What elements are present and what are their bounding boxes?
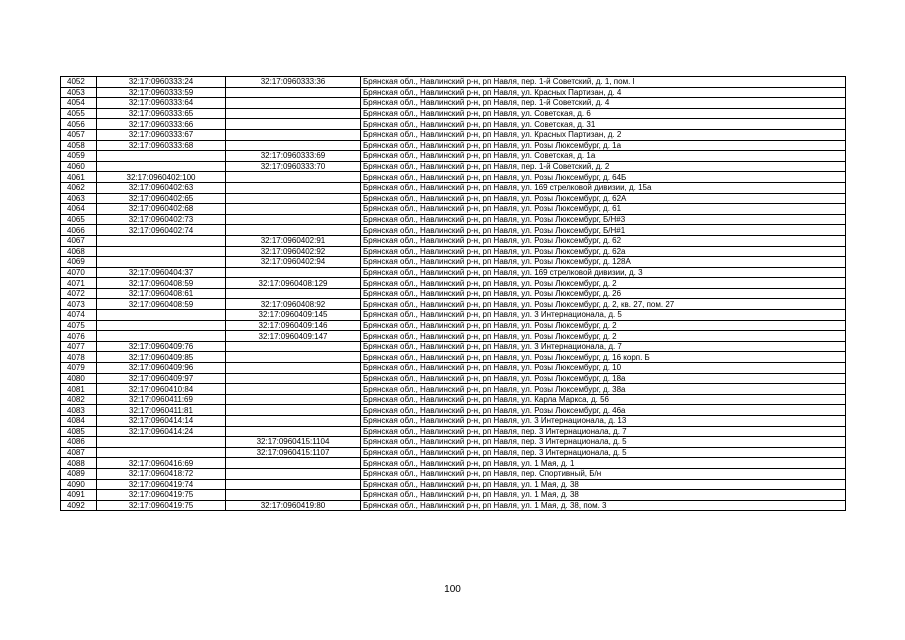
- cadastral-number-cell: 32:17:0960410:84: [97, 384, 226, 395]
- table-row: [61, 468, 846, 479]
- table-row: [61, 437, 846, 448]
- table-row: [61, 363, 846, 374]
- address-cell: Брянская обл., Навлинский р-н, рп Навля, ул. Розы Люксембург, д. 18а: [361, 373, 846, 384]
- cadastral-number-cell: 32:17:0960333:66: [97, 119, 226, 130]
- row-number-cell: 4090: [61, 479, 97, 490]
- table-row: [61, 278, 846, 289]
- cadastral-number-cell: 32:17:0960402:63: [97, 182, 226, 193]
- row-number-cell: 4088: [61, 458, 97, 469]
- table-row: [61, 172, 846, 183]
- row-number-cell: 4066: [61, 225, 97, 236]
- row-number-cell: 4060: [61, 161, 97, 172]
- related-cadastral-number-cell: [226, 416, 361, 427]
- address-cell: Брянская обл., Навлинский р-н, рп Навля, ул. Розы Люксембург, д. 16 корп. Б: [361, 352, 846, 363]
- table-row: [61, 267, 846, 278]
- row-number-cell: 4067: [61, 235, 97, 246]
- address-cell: Брянская обл., Навлинский р-н, рп Навля, ул. 3 Интернационала, д. 7: [361, 341, 846, 352]
- cadastral-number-cell: [97, 151, 226, 162]
- related-cadastral-number-cell: [226, 172, 361, 183]
- table-row: [61, 288, 846, 299]
- cadastral-number-cell: 32:17:0960419:75: [97, 500, 226, 511]
- related-cadastral-number-cell: [226, 129, 361, 140]
- row-number-cell: 4092: [61, 500, 97, 511]
- address-cell: Брянская обл., Навлинский р-н, рп Навля, ул. Розы Люксембург, д. 38а: [361, 384, 846, 395]
- table-row: [61, 458, 846, 469]
- table-row: [61, 373, 846, 384]
- row-number-cell: 4079: [61, 363, 97, 374]
- cadastral-number-cell: 32:17:0960419:75: [97, 490, 226, 501]
- related-cadastral-number-cell: 32:17:0960409:146: [226, 320, 361, 331]
- row-number-cell: 4054: [61, 98, 97, 109]
- row-number-cell: 4075: [61, 320, 97, 331]
- row-number-cell: 4055: [61, 108, 97, 119]
- row-number-cell: 4074: [61, 310, 97, 321]
- cadastral-number-cell: 32:17:0960333:24: [97, 77, 226, 88]
- address-cell: Брянская обл., Навлинский р-н, рп Навля, ул. 1 Мая, д. 38: [361, 490, 846, 501]
- table-row: [61, 119, 846, 130]
- related-cadastral-number-cell: 32:17:0960409:145: [226, 310, 361, 321]
- cadastral-number-cell: [97, 437, 226, 448]
- address-cell: Брянская обл., Навлинский р-н, рп Навля, пер. 1-й Советский, д. 4: [361, 98, 846, 109]
- cadastral-number-cell: 32:17:0960402:74: [97, 225, 226, 236]
- address-cell: Брянская обл., Навлинский р-н, рп Навля, ул. Карла Маркса, д. 56: [361, 394, 846, 405]
- row-number-cell: 4091: [61, 490, 97, 501]
- related-cadastral-number-cell: 32:17:0960408:92: [226, 299, 361, 310]
- cadastral-number-cell: 32:17:0960419:74: [97, 479, 226, 490]
- related-cadastral-number-cell: 32:17:0960333:69: [226, 151, 361, 162]
- related-cadastral-number-cell: 32:17:0960402:94: [226, 257, 361, 268]
- cadastral-number-cell: 32:17:0960409:97: [97, 373, 226, 384]
- row-number-cell: 4062: [61, 182, 97, 193]
- related-cadastral-number-cell: [226, 87, 361, 98]
- related-cadastral-number-cell: 32:17:0960415:1104: [226, 437, 361, 448]
- address-cell: Брянская обл., Навлинский р-н, рп Навля, ул. 169 стрелковой дивизии, д. 3: [361, 267, 846, 278]
- address-cell: Брянская обл., Навлинский р-н, рп Навля, ул. Розы Люксембург, д. 26: [361, 288, 846, 299]
- cadastral-number-cell: 32:17:0960416:69: [97, 458, 226, 469]
- table-row: [61, 490, 846, 501]
- cadastral-number-cell: 32:17:0960409:96: [97, 363, 226, 374]
- address-cell: Брянская обл., Навлинский р-н, рп Навля, ул. Розы Люксембург, д. 62: [361, 235, 846, 246]
- related-cadastral-number-cell: 32:17:0960419:80: [226, 500, 361, 511]
- table-row: [61, 479, 846, 490]
- row-number-cell: 4056: [61, 119, 97, 130]
- row-number-cell: 4064: [61, 204, 97, 215]
- cadastral-number-cell: 32:17:0960414:14: [97, 416, 226, 427]
- row-number-cell: 4078: [61, 352, 97, 363]
- address-cell: Брянская обл., Навлинский р-н, рп Навля, ул. Советская, д. 1а: [361, 151, 846, 162]
- table-row: [61, 98, 846, 109]
- related-cadastral-number-cell: 32:17:0960402:91: [226, 235, 361, 246]
- table-row: [61, 299, 846, 310]
- cadastral-number-cell: 32:17:0960408:59: [97, 278, 226, 289]
- property-table: [60, 76, 846, 511]
- table-row: [61, 331, 846, 342]
- row-number-cell: 4077: [61, 341, 97, 352]
- row-number-cell: 4065: [61, 214, 97, 225]
- cadastral-number-cell: 32:17:0960411:81: [97, 405, 226, 416]
- address-cell: Брянская обл., Навлинский р-н, рп Навля, ул. Розы Люксембург, Б/Н#3: [361, 214, 846, 225]
- row-number-cell: 4089: [61, 468, 97, 479]
- table-row: [61, 426, 846, 437]
- table-row: [61, 405, 846, 416]
- address-cell: Брянская обл., Навлинский р-н, рп Навля, пер. 3 Интернационала, д. 5: [361, 437, 846, 448]
- cadastral-number-cell: 32:17:0960402:65: [97, 193, 226, 204]
- cadastral-number-cell: [97, 257, 226, 268]
- related-cadastral-number-cell: [226, 384, 361, 395]
- address-cell: Брянская обл., Навлинский р-н, рп Навля, ул. 1 Мая, д. 38: [361, 479, 846, 490]
- cadastral-number-cell: 32:17:0960418:72: [97, 468, 226, 479]
- address-cell: Брянская обл., Навлинский р-н, рп Навля, ул. Розы Люксембург, д. 61: [361, 204, 846, 215]
- address-cell: Брянская обл., Навлинский р-н, рп Навля, ул. Розы Люксембург, д. 46а: [361, 405, 846, 416]
- cadastral-number-cell: 32:17:0960333:68: [97, 140, 226, 151]
- related-cadastral-number-cell: [226, 373, 361, 384]
- table-row: [61, 246, 846, 257]
- cadastral-number-cell: 32:17:0960408:61: [97, 288, 226, 299]
- row-number-cell: 4058: [61, 140, 97, 151]
- address-cell: Брянская обл., Навлинский р-н, рп Навля, ул. Розы Люксембург, д. 1а: [361, 140, 846, 151]
- related-cadastral-number-cell: [226, 405, 361, 416]
- row-number-cell: 4073: [61, 299, 97, 310]
- row-number-cell: 4057: [61, 129, 97, 140]
- property-table-body: [61, 77, 846, 511]
- address-cell: Брянская обл., Навлинский р-н, рп Навля, ул. Советская, д. 6: [361, 108, 846, 119]
- cadastral-number-cell: 32:17:0960333:65: [97, 108, 226, 119]
- table-row: [61, 214, 846, 225]
- cadastral-number-cell: [97, 320, 226, 331]
- table-row: [61, 384, 846, 395]
- address-cell: Брянская обл., Навлинский р-н, рп Навля, ул. 3 Интернационала, д. 13: [361, 416, 846, 427]
- related-cadastral-number-cell: [226, 108, 361, 119]
- address-cell: Брянская обл., Навлинский р-н, рп Навля, ул. Розы Люксембург, д. 128А: [361, 257, 846, 268]
- cadastral-number-cell: 32:17:0960402:100: [97, 172, 226, 183]
- address-cell: Брянская обл., Навлинский р-н, рп Навля, ул. 169 стрелковой дивизии, д. 15а: [361, 182, 846, 193]
- address-cell: Брянская обл., Навлинский р-н, рп Навля, ул. Розы Люксембург, д. 62а: [361, 246, 846, 257]
- address-cell: Брянская обл., Навлинский р-н, рп Навля, пер. Спортивный, Б/н: [361, 468, 846, 479]
- table-row: [61, 416, 846, 427]
- related-cadastral-number-cell: [226, 490, 361, 501]
- address-cell: Брянская обл., Навлинский р-н, рп Навля, ул. Красных Партизан, д. 4: [361, 87, 846, 98]
- address-cell: Брянская обл., Навлинский р-н, рп Навля, ул. Розы Люксембург, д. 2, кв. 27, пом. 27: [361, 299, 846, 310]
- table-row: [61, 310, 846, 321]
- related-cadastral-number-cell: [226, 458, 361, 469]
- address-cell: Брянская обл., Навлинский р-н, рп Навля, ул. Розы Люксембург, д. 2: [361, 320, 846, 331]
- table-row: [61, 129, 846, 140]
- related-cadastral-number-cell: [226, 267, 361, 278]
- cadastral-number-cell: 32:17:0960404:37: [97, 267, 226, 278]
- row-number-cell: 4059: [61, 151, 97, 162]
- cadastral-number-cell: 32:17:0960414:24: [97, 426, 226, 437]
- cadastral-number-cell: [97, 235, 226, 246]
- row-number-cell: 4080: [61, 373, 97, 384]
- address-cell: Брянская обл., Навлинский р-н, рп Навля, ул. 3 Интернационала, д. 5: [361, 310, 846, 321]
- table-row: [61, 225, 846, 236]
- row-number-cell: 4087: [61, 447, 97, 458]
- address-cell: Брянская обл., Навлинский р-н, рп Навля, ул. 1 Мая, д. 38, пом. 3: [361, 500, 846, 511]
- related-cadastral-number-cell: 32:17:0960409:147: [226, 331, 361, 342]
- table-row: [61, 352, 846, 363]
- related-cadastral-number-cell: [226, 119, 361, 130]
- table-row: [61, 447, 846, 458]
- related-cadastral-number-cell: [226, 363, 361, 374]
- address-cell: Брянская обл., Навлинский р-н, рп Навля, пер. 1-й Советский, д. 2: [361, 161, 846, 172]
- related-cadastral-number-cell: [226, 426, 361, 437]
- row-number-cell: 4069: [61, 257, 97, 268]
- table-row: [61, 320, 846, 331]
- related-cadastral-number-cell: [226, 288, 361, 299]
- table-row: [61, 182, 846, 193]
- related-cadastral-number-cell: [226, 98, 361, 109]
- cadastral-number-cell: 32:17:0960408:59: [97, 299, 226, 310]
- address-cell: Брянская обл., Навлинский р-н, рп Навля, ул. Розы Люксембург, Б/Н#1: [361, 225, 846, 236]
- related-cadastral-number-cell: [226, 204, 361, 215]
- table-row: [61, 161, 846, 172]
- row-number-cell: 4084: [61, 416, 97, 427]
- row-number-cell: 4072: [61, 288, 97, 299]
- related-cadastral-number-cell: [226, 214, 361, 225]
- related-cadastral-number-cell: [226, 140, 361, 151]
- table-row: [61, 341, 846, 352]
- related-cadastral-number-cell: 32:17:0960415:1107: [226, 447, 361, 458]
- address-cell: Брянская обл., Навлинский р-н, рп Навля, ул. Розы Люксембург, д. 2: [361, 331, 846, 342]
- address-cell: Брянская обл., Навлинский р-н, рп Навля, ул. Розы Люксембург, д. 10: [361, 363, 846, 374]
- related-cadastral-number-cell: [226, 352, 361, 363]
- row-number-cell: 4068: [61, 246, 97, 257]
- related-cadastral-number-cell: 32:17:0960408:129: [226, 278, 361, 289]
- related-cadastral-number-cell: 32:17:0960333:70: [226, 161, 361, 172]
- cadastral-number-cell: 32:17:0960333:59: [97, 87, 226, 98]
- table-row: [61, 140, 846, 151]
- table-row: [61, 108, 846, 119]
- table-row: [61, 77, 846, 88]
- row-number-cell: 4086: [61, 437, 97, 448]
- address-cell: Брянская обл., Навлинский р-н, рп Навля, ул. 1 Мая, д. 1: [361, 458, 846, 469]
- row-number-cell: 4063: [61, 193, 97, 204]
- table-row: [61, 235, 846, 246]
- cadastral-number-cell: 32:17:0960409:76: [97, 341, 226, 352]
- cadastral-number-cell: 32:17:0960402:73: [97, 214, 226, 225]
- table-row: [61, 394, 846, 405]
- related-cadastral-number-cell: 32:17:0960333:36: [226, 77, 361, 88]
- row-number-cell: 4082: [61, 394, 97, 405]
- cadastral-number-cell: 32:17:0960333:64: [97, 98, 226, 109]
- related-cadastral-number-cell: [226, 182, 361, 193]
- row-number-cell: 4053: [61, 87, 97, 98]
- cadastral-number-cell: 32:17:0960409:85: [97, 352, 226, 363]
- cadastral-number-cell: 32:17:0960411:69: [97, 394, 226, 405]
- row-number-cell: 4071: [61, 278, 97, 289]
- related-cadastral-number-cell: 32:17:0960402:92: [226, 246, 361, 257]
- address-cell: Брянская обл., Навлинский р-н, рп Навля, ул. Розы Люксембург, д. 64Б: [361, 172, 846, 183]
- related-cadastral-number-cell: [226, 225, 361, 236]
- table-row: [61, 193, 846, 204]
- row-number-cell: 4083: [61, 405, 97, 416]
- address-cell: Брянская обл., Навлинский р-н, рп Навля, пер. 3 Интернационала, д. 5: [361, 447, 846, 458]
- address-cell: Брянская обл., Навлинский р-н, рп Навля, ул. Красных Партизан, д. 2: [361, 129, 846, 140]
- row-number-cell: 4081: [61, 384, 97, 395]
- row-number-cell: 4076: [61, 331, 97, 342]
- cadastral-number-cell: [97, 447, 226, 458]
- related-cadastral-number-cell: [226, 468, 361, 479]
- related-cadastral-number-cell: [226, 193, 361, 204]
- table-row: [61, 151, 846, 162]
- row-number-cell: 4085: [61, 426, 97, 437]
- address-cell: Брянская обл., Навлинский р-н, рп Навля, ул. Розы Люксембург, д. 2: [361, 278, 846, 289]
- cadastral-number-cell: 32:17:0960333:67: [97, 129, 226, 140]
- cadastral-number-cell: [97, 161, 226, 172]
- related-cadastral-number-cell: [226, 394, 361, 405]
- cadastral-number-cell: 32:17:0960402:68: [97, 204, 226, 215]
- row-number-cell: 4052: [61, 77, 97, 88]
- address-cell: Брянская обл., Навлинский р-н, рп Навля, ул. Советская, д. 31: [361, 119, 846, 130]
- table-row: [61, 257, 846, 268]
- cadastral-number-cell: [97, 310, 226, 321]
- address-cell: Брянская обл., Навлинский р-н, рп Навля, пер. 3 Интернационала, д. 7: [361, 426, 846, 437]
- table-row: [61, 500, 846, 511]
- related-cadastral-number-cell: [226, 341, 361, 352]
- cadastral-number-cell: [97, 331, 226, 342]
- related-cadastral-number-cell: [226, 479, 361, 490]
- address-cell: Брянская обл., Навлинский р-н, рп Навля, ул. Розы Люксембург, д. 62А: [361, 193, 846, 204]
- row-number-cell: 4061: [61, 172, 97, 183]
- row-number-cell: 4070: [61, 267, 97, 278]
- cadastral-number-cell: [97, 246, 226, 257]
- table-row: [61, 87, 846, 98]
- address-cell: Брянская обл., Навлинский р-н, рп Навля, пер. 1-й Советский, д. 1, пом. I: [361, 77, 846, 88]
- page-number: 100: [444, 584, 461, 595]
- table-row: [61, 204, 846, 215]
